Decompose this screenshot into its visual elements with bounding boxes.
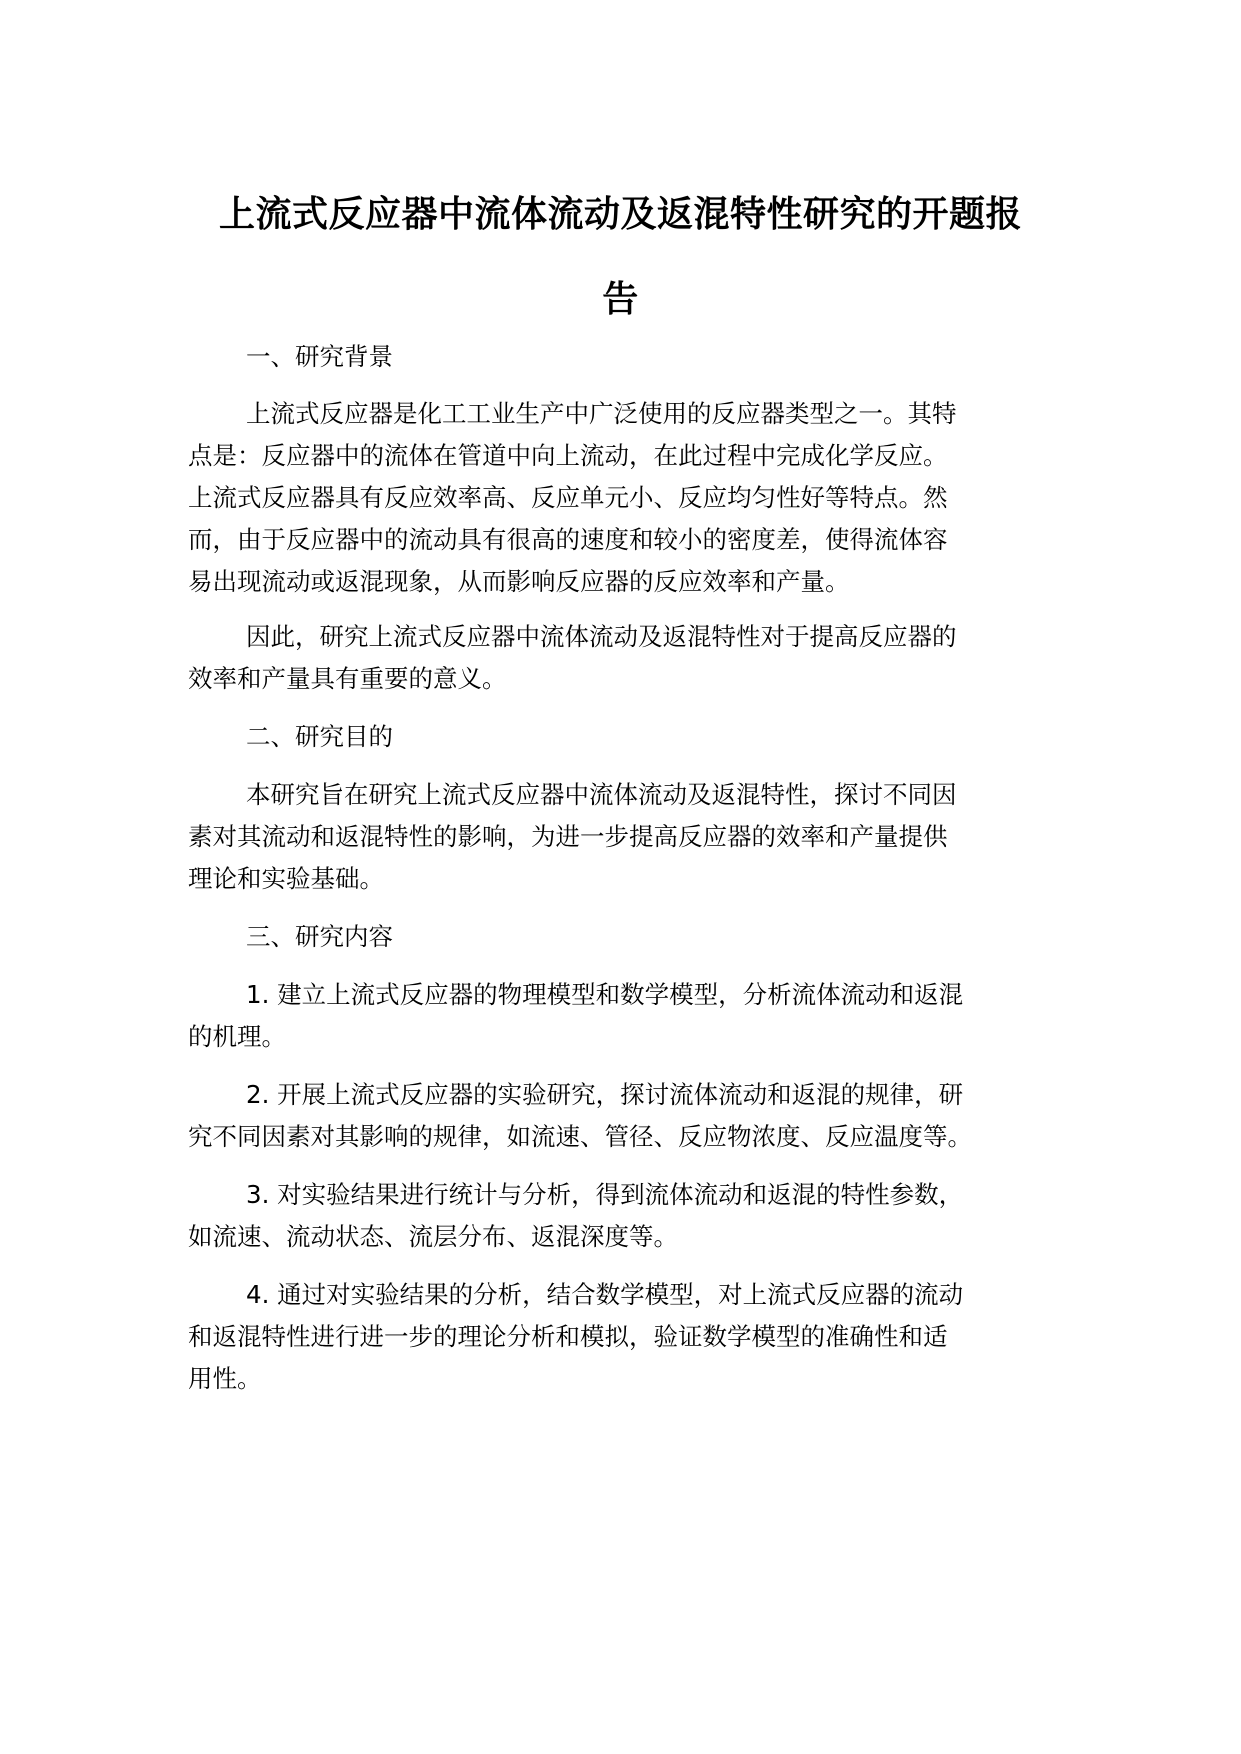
heading-text: 一、研究背景 — [246, 342, 393, 371]
list-item-1 — [188, 974, 1068, 1058]
heading-text: 三、研究内容 — [246, 922, 393, 951]
paragraph-line: 上流式反应器具有反应效率高、反应单元小、反应均匀性好等特点。然 — [188, 483, 948, 512]
list-item-line: 用性。 — [188, 1364, 262, 1393]
section-heading-content — [188, 916, 1068, 958]
paragraph-line: 上流式反应器是化工工业生产中广泛使用的反应器类型之一。其特 — [246, 399, 957, 428]
list-item-2 — [188, 1074, 1068, 1158]
paragraph-line: 点是：反应器中的流体在管道中向上流动，在此过程中完成化学反应。 — [188, 441, 948, 470]
list-item-line: 究不同因素对其影响的规律，如流速、管径、反应物浓度、反应温度等。 — [188, 1122, 972, 1151]
list-item-3 — [188, 1174, 1068, 1258]
list-item-4 — [188, 1274, 1068, 1400]
paragraph-line: 而，由于反应器中的流动具有很高的速度和较小的密度差，使得流体容 — [188, 525, 948, 554]
paragraph-purpose — [188, 774, 1068, 900]
title-line-1: 上流式反应器中流体流动及返混特性研究的开题报 — [218, 194, 1022, 235]
paragraph-line: 易出现流动或返混现象，从而影响反应器的反应效率和产量。 — [188, 567, 850, 596]
document-title — [180, 172, 1061, 342]
section-heading-purpose — [188, 716, 1068, 758]
list-item-line: 3. 对实验结果进行统计与分析，得到流体流动和返混的特性参数， — [246, 1180, 964, 1209]
list-item-line: 和返混特性进行进一步的理论分析和模拟，验证数学模型的准确性和适 — [188, 1322, 948, 1351]
paragraph-line: 因此，研究上流式反应器中流体流动及返混特性对于提高反应器的 — [246, 622, 957, 651]
list-item-line: 1. 建立上流式反应器的物理模型和数学模型，分析流体流动和返混 — [246, 980, 964, 1009]
list-item-line: 的机理。 — [188, 1022, 286, 1051]
paragraph-line: 理论和实验基础。 — [188, 864, 384, 893]
title-line-2: 告 — [602, 279, 639, 320]
paragraph-line: 效率和产量具有重要的意义。 — [188, 664, 507, 693]
section-heading-background — [188, 336, 1068, 378]
paragraph-significance — [188, 616, 1068, 700]
list-item-line: 如流速、流动状态、流层分布、返混深度等。 — [188, 1222, 678, 1251]
paragraph-line: 本研究旨在研究上流式反应器中流体流动及返混特性，探讨不同因 — [246, 780, 957, 809]
paragraph-background — [188, 393, 1068, 603]
list-item-line: 4. 通过对实验结果的分析，结合数学模型，对上流式反应器的流动 — [246, 1280, 964, 1309]
list-item-line: 2. 开展上流式反应器的实验研究，探讨流体流动和返混的规律，研 — [246, 1080, 964, 1109]
paragraph-line: 素对其流动和返混特性的影响，为进一步提高反应器的效率和产量提供 — [188, 822, 948, 851]
heading-text: 二、研究目的 — [246, 722, 393, 751]
